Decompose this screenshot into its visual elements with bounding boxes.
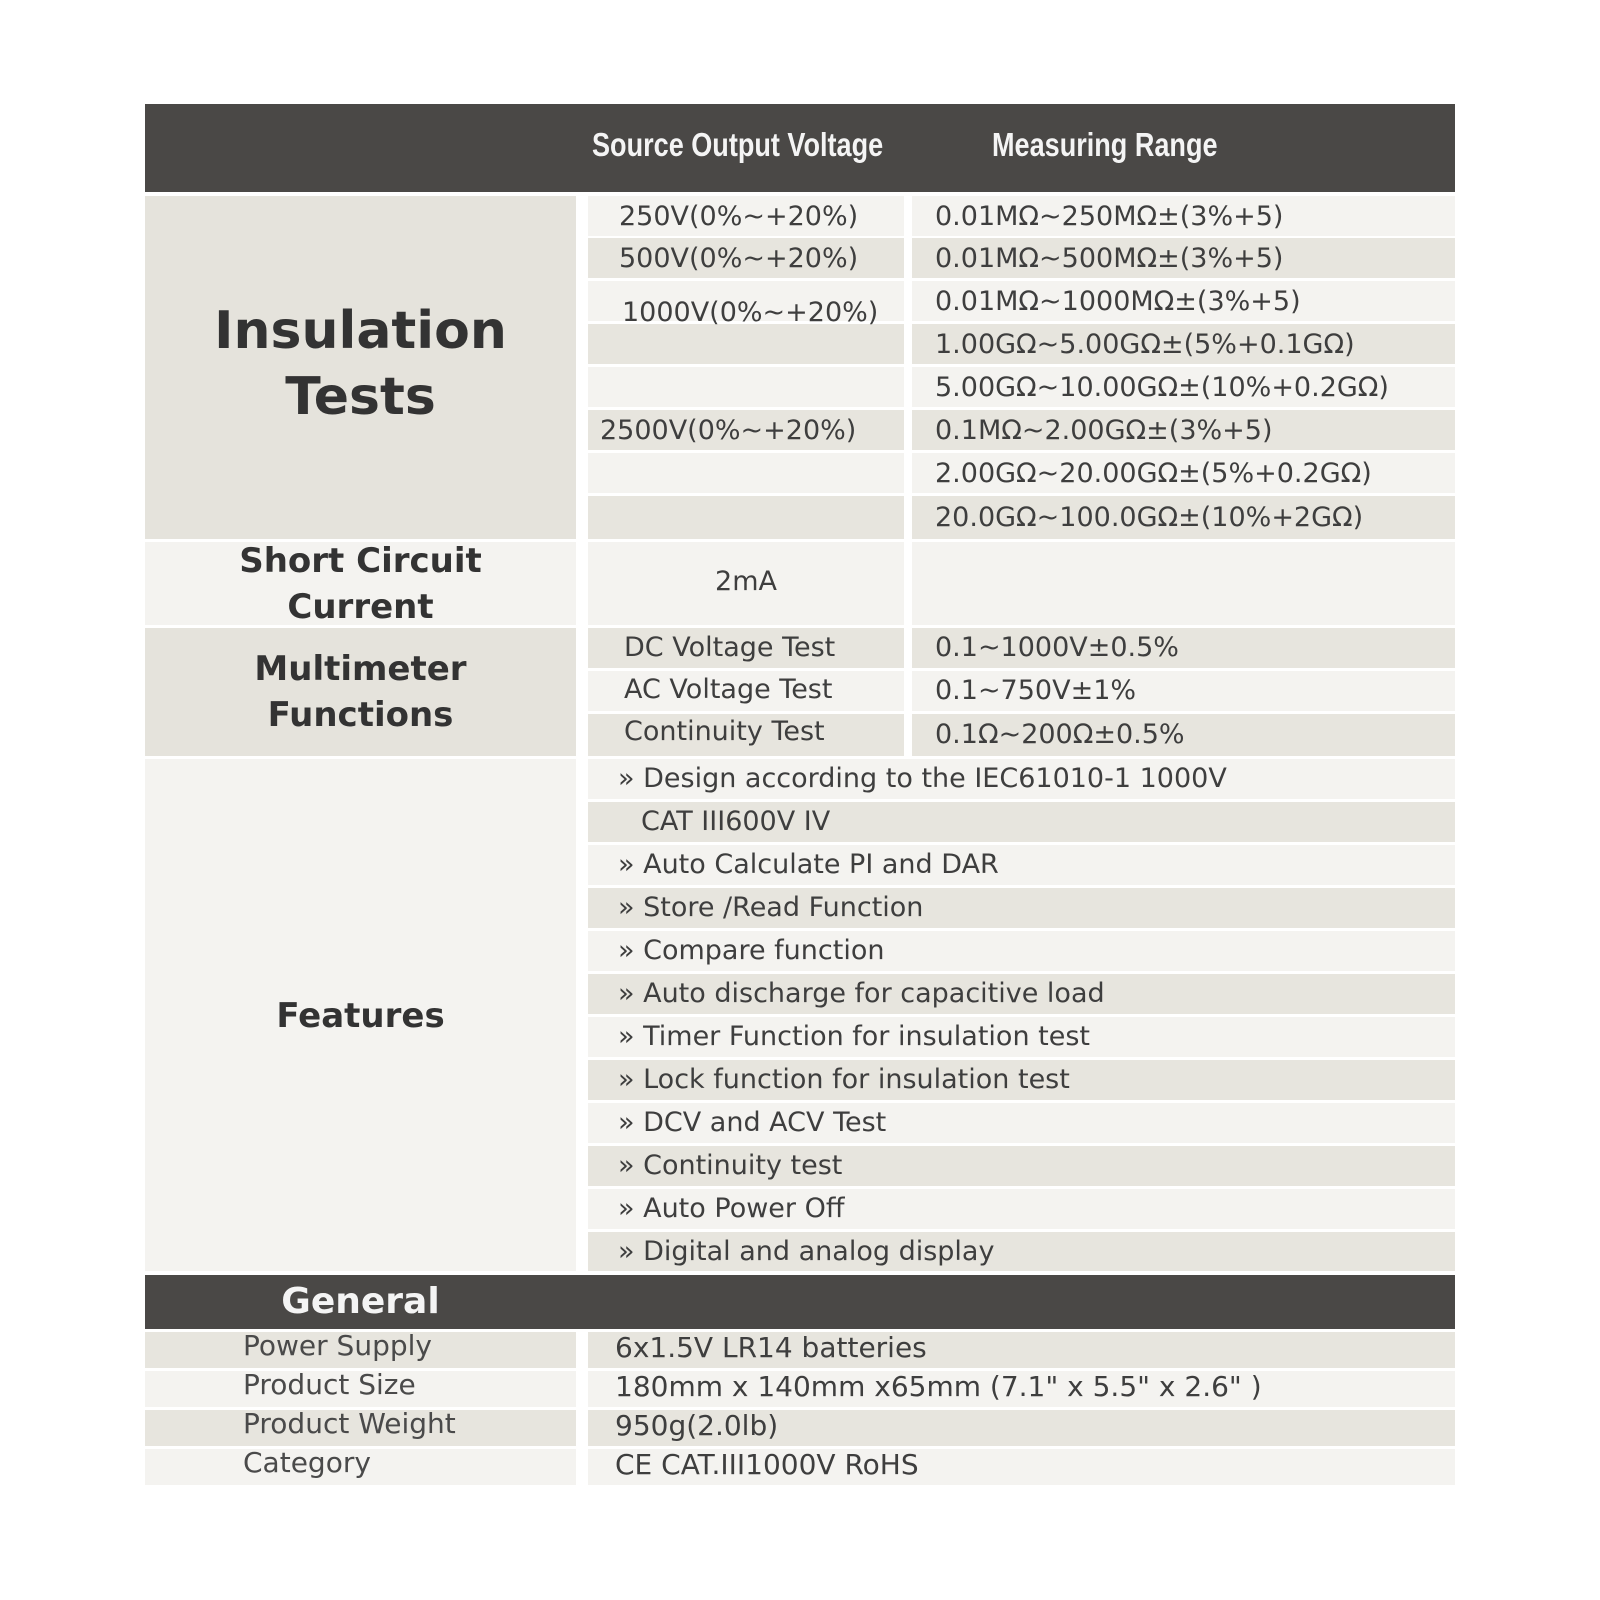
feature-item-5: » Auto discharge for capacitive load [618,978,1105,1009]
multimeter-test-ac: AC Voltage Test [624,674,833,705]
insulation-range-row-2: 0.01MΩ~1000MΩ±(3%+5) [935,286,1301,317]
insulation-row-3-source-bg [588,324,904,364]
insulation-row-6-source-bg [588,453,904,493]
general-label-product-size: Product Size [243,1368,416,1401]
general-value-product-size: 180mm x 140mm x65mm (7.1" x 5.5" x 2.6" ) [615,1370,1262,1403]
general-value-product-weight: 950g(2.0lb) [615,1409,779,1442]
feature-item-2: » Auto Calculate PI and DAR [618,849,999,880]
general-value-category: CE CAT.III1000V RoHS [615,1448,919,1481]
general-label-category: Category [243,1446,371,1479]
feature-item-0: » Design according to the IEC61010-1 1000V [618,763,1227,794]
insulation-category-title [145,298,576,430]
feature-item-1: CAT III600V IV [641,806,831,837]
multimeter-range-continuity: 0.1Ω~200Ω±0.5% [935,719,1185,750]
feature-item-6: » Timer Function for insulation test [618,1021,1090,1052]
insulation-source-2500v: 2500V(0%~+20%) [600,415,857,446]
feature-item-8: » DCV and ACV Test [618,1107,887,1138]
insulation-source-1000v: 1000V(0%~+20%) [622,297,879,328]
insulation-source-500v: 500V(0%~+20%) [619,243,859,274]
multimeter-range-ac: 0.1~750V±1% [935,675,1137,706]
multimeter-title-line2: Functions [267,695,454,735]
feature-item-9: » Continuity test [618,1150,843,1181]
short-circuit-title [145,538,576,630]
insulation-range-row-0: 0.01MΩ~250MΩ±(3%+5) [935,201,1284,232]
short-circuit-value: 2mA [715,566,777,597]
multimeter-title [145,646,576,738]
multimeter-test-continuity: Continuity Test [624,716,825,747]
insulation-row-7-source-bg [588,496,904,539]
insulation-range-row-5: 0.1MΩ~2.00GΩ±(3%+5) [935,415,1273,446]
feature-item-10: » Auto Power Off [618,1193,845,1224]
short-circuit-title-line1: Short Circuit [239,541,482,581]
column-header-source-voltage: Source Output Voltage [592,126,884,163]
feature-item-3: » Store /Read Function [618,892,924,923]
features-title: Features [276,996,445,1036]
insulation-range-row-4: 5.00GΩ~10.00GΩ±(10%+0.2GΩ) [935,372,1389,403]
short-circuit-title-line2: Current [287,587,434,627]
feature-item-7: » Lock function for insulation test [618,1064,1070,1095]
insulation-range-row-1: 0.01MΩ~500MΩ±(3%+5) [935,243,1284,274]
insulation-range-row-7: 20.0GΩ~100.0GΩ±(10%+2GΩ) [935,502,1364,533]
insulation-title-line1: Insulation [214,301,507,361]
insulation-range-row-3: 1.00GΩ~5.00GΩ±(5%+0.1GΩ) [935,329,1355,360]
multimeter-test-dc: DC Voltage Test [624,632,836,663]
general-title: General [281,1281,440,1322]
insulation-source-250v: 250V(0%~+20%) [619,201,859,232]
insulation-title-line2: Tests [285,367,436,427]
short-circuit-range-cell [912,542,1455,625]
multimeter-range-dc: 0.1~1000V±0.5% [935,632,1179,663]
feature-item-4: » Compare function [618,935,885,966]
feature-item-11: » Digital and analog display [618,1236,995,1267]
column-header-measuring-range: Measuring Range [992,126,1218,163]
general-label-power-supply: Power Supply [243,1329,432,1362]
insulation-range-row-6: 2.00GΩ~20.00GΩ±(5%+0.2GΩ) [935,458,1372,489]
multimeter-title-line1: Multimeter [254,649,467,689]
general-value-power-supply: 6x1.5V LR14 batteries [615,1331,927,1364]
insulation-row-4-source-bg [588,367,904,407]
general-label-product-weight: Product Weight [243,1407,456,1440]
